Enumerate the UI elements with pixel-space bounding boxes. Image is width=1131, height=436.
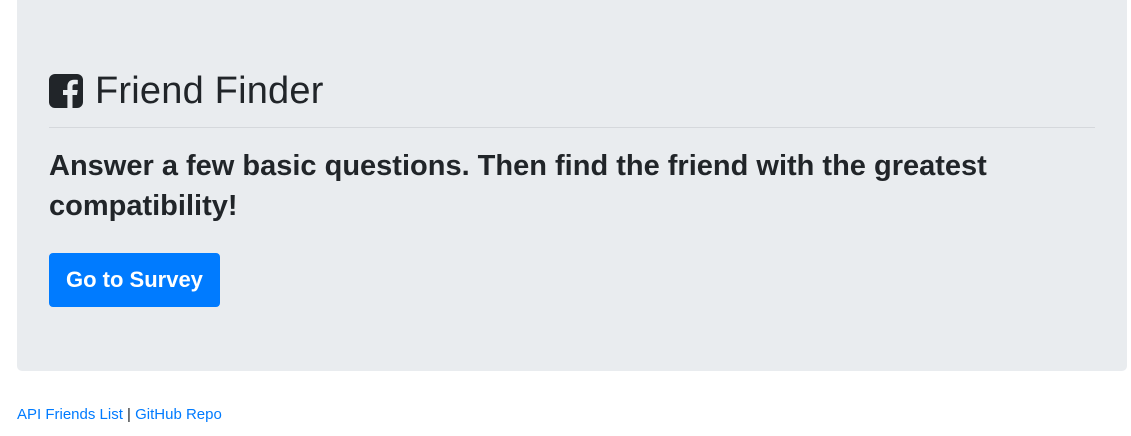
- page-title: Friend Finder: [95, 70, 324, 112]
- jumbotron: [17, 0, 1127, 371]
- go-to-survey-button[interactable]: Go to Survey: [49, 253, 220, 307]
- page-header: [49, 68, 324, 114]
- api-friends-list-link[interactable]: API Friends List: [17, 406, 123, 423]
- footer: [17, 404, 222, 426]
- github-repo-link[interactable]: GitHub Repo: [135, 406, 222, 423]
- divider: [49, 127, 1095, 128]
- lead-text: Answer a few basic questions. Then find the friend with the greatest compatibility!: [49, 150, 987, 222]
- facebook-square-icon: [49, 74, 83, 108]
- footer-separator: |: [127, 406, 131, 423]
